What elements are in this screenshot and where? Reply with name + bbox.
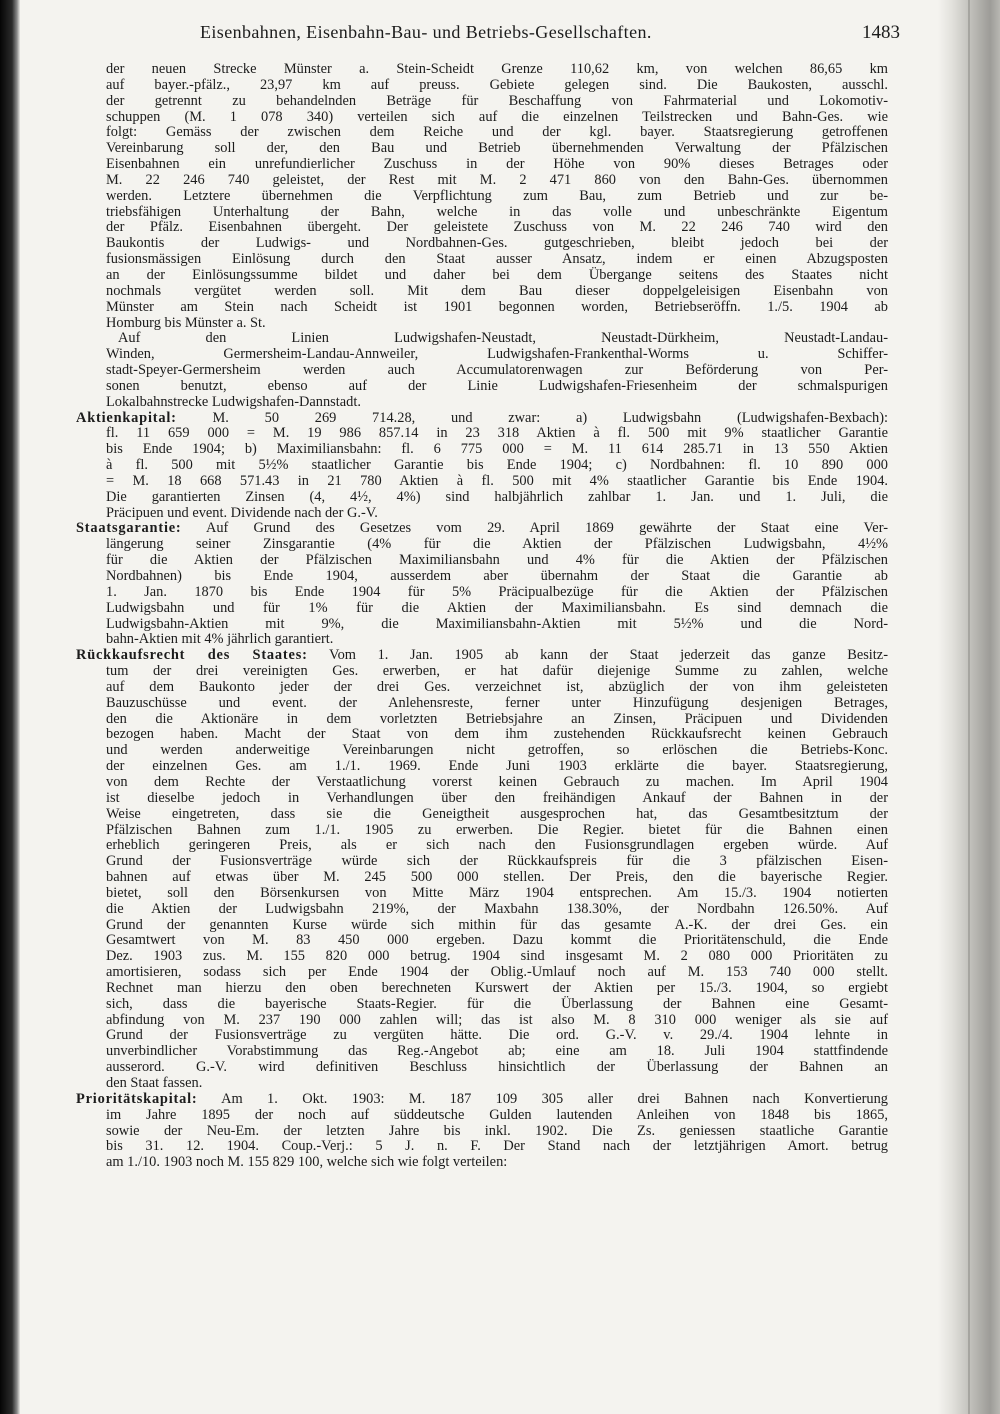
section-heading: Staatsgarantie: xyxy=(76,520,182,537)
text-line: ist dieselbe jedoch in Verhandlungen über den freihändigen Ankauf der Bahnen in der xyxy=(106,789,888,806)
text-line: von dem Rechte der Verstaatlichung vorerst keinen Gebrauch zu machen. Im April 1904 xyxy=(106,773,888,790)
heading-text: M. 50 269 714.28, und zwar: a) Ludwigsbahn (Ludwigshafen-Bexbach): xyxy=(176,409,888,426)
text-line: sowie der Neu-Em. der letzten Jahre bis inkl. 1902. Die Zs. geniessen staatliche Garantie xyxy=(106,1122,888,1139)
section-heading: Aktienkapital: xyxy=(76,409,177,426)
heading-text: Vom 1. Jan. 1905 ab kann der Staat jederzeit das ganze Besitz- xyxy=(307,647,888,664)
text-line: fusionsmässigen Einlösung durch den Staat ausser Ansatz, indem er einen Abzugsposten xyxy=(106,251,888,268)
text-line: Vereinbarung soll der, den Bau und Betrieb übernehmenden Verwaltung der Pfälzischen xyxy=(106,140,888,157)
text-line: Baukontis der Ludwigs- und Nordbahnen-Ges. gutgeschrieben, bleibt jedoch bei der xyxy=(106,235,888,252)
text-line: Winden, Germersheim-Landau-Annweiler, Ludwigshafen-Frankenthal-Worms u. Schiffer- xyxy=(106,346,888,363)
text-line: Rechnet man hierzu den oben berechneten Kurswert der Aktien per 15./3. 1904, so ergiebt xyxy=(106,979,888,996)
paragraph-heading xyxy=(76,411,888,522)
text-line: der getrennt zu behandelnden Beträge für Beschaffung von Fahrmaterial und Lokomotiv- xyxy=(106,92,888,109)
text-line xyxy=(76,648,888,664)
text-line: Gesamtwert von M. 83 450 000 ergeben. Dazu kommt die Prioritätenschuld, die Ende xyxy=(106,932,888,949)
text-line: bietet, soll den Börsenkursen von Mitte März 1904 entsprechen. Am 15./3. 1904 notierten xyxy=(106,884,888,901)
text-line: bahn-Aktien mit 4% jährlich garantiert. xyxy=(106,631,334,648)
text-line: Bauzuschüsse und event. der Anlehensreste, ferner unter Hinzufügung desjenigen Betrages, xyxy=(106,694,888,711)
text-line: an der Einlösungssumme bildet und daher bei dem Übergange seitens des Staates nicht xyxy=(106,266,888,283)
text-line: den die Aktionäre in dem vorletzten Betriebsjahre an Zinsen, Präcipuen und Dividenden xyxy=(106,710,888,727)
page-number: 1483 xyxy=(862,22,900,43)
text-line: Grund der genannten Kurse würde sich mithin für das gesamte A.-K. der drei Ges. ein xyxy=(106,916,888,933)
heading-text: Auf Grund des Gesetzes vom 29. April 1869 gewährte der Staat eine Ver- xyxy=(181,520,888,537)
text-line: tum der drei vereinigten Ges. erwerben, er hat dafür diejenige Summe zu zahlen, welche xyxy=(106,663,888,680)
text-line: der einzelnen Ges. am 1./1. 1969. Ende Juni 1903 erklärte die bayer. Staatsregierung, xyxy=(106,758,888,775)
text-line: bis Ende 1904; b) Maximiliansbahn: fl. 6 775 000 = M. 11 614 285.71 in 13 550 Aktien xyxy=(106,441,888,458)
text-line: Präcipuen und event. Dividende nach der G.-V. xyxy=(106,504,378,521)
text-line: folgt: Gemäss der zwischen dem Reiche und der kgl. bayer. Staatsregierung getroffenen xyxy=(106,124,888,141)
text-line: erheblich geringeren Preis, als er sich nach den Fusionsgrundlagen ergeben würde. Auf xyxy=(106,837,888,854)
text-line: sich, dass die bayerische Staats-Regier. für die Überlassung der Bahnen eine Gesamt- xyxy=(106,995,888,1012)
text-line: ausserord. G.-V. wird definitiven Beschluss hinsichtlich der Überlassung der Bahnen an xyxy=(106,1059,888,1076)
text-line: Auf den Linien Ludwigshafen-Neustadt, Neustadt-Dürkheim, Neustadt-Landau- xyxy=(118,330,888,347)
text-line: Dez. 1903 zus. M. 155 820 000 betrug. 1904 sind insgesamt M. 2 080 000 Prioritäten zu xyxy=(106,948,888,965)
text-line: schuppen (M. 1 078 340) verteilen sich auf die einzelnen Teilstrecken und Bahn-Ges. wie xyxy=(106,108,888,125)
text-line: auf dem Baukonto jeder der drei Ges. verzeichnet ist, abzüglich der von ihm geleisteten xyxy=(106,678,888,695)
text-line: der neuen Strecke Münster a. Stein-Scheidt Grenze 110,62 km, von welchen 86,65 km xyxy=(106,61,888,77)
text-line: Münster am Stein nach Scheidt ist 1901 begonnen worden, Betriebseröffn. 1./5. 1904 ab xyxy=(106,298,888,315)
text-line: werden. Letztere übernehmen die Verpflichtung zum Bau, zum Betrieb und zur be- xyxy=(106,187,888,204)
text-line: Nordbahnen) bis Ende 1904, ausserdem aber übernahm der Staat die Garantie ab xyxy=(106,568,888,584)
text-line: im Jahre 1895 der noch auf süddeutsche Gulden lautenden Anleihen von 1848 bis 1865, xyxy=(106,1106,888,1123)
text-line: der Pfälz. Eisenbahnen übergeht. Der geleistete Zuschuss von M. 22 246 740 wird den xyxy=(106,219,888,236)
text-line: bis 31. 12. 1904. Coup.-Verj.: 5 J. n. F. Der Stand nach der letztjährigen Amort. betrug xyxy=(106,1138,888,1155)
text-line: amortisieren, sodass sich per Ende 1904 der Oblig.-Umlauf noch auf M. 153 740 000 stellt. xyxy=(106,964,888,981)
text-line xyxy=(76,1092,888,1108)
section-heading: Prioritätskapital: xyxy=(76,1090,198,1107)
paragraph-indent xyxy=(76,331,888,410)
page-edge-line xyxy=(968,0,970,1414)
text-line: 1. Jan. 1870 bis Ende 1904 für 5% Präcipualbezüge für die Aktien der Pfälzischen xyxy=(106,583,888,600)
text-line: abfindung von M. 237 190 000 zahlen will; das ist also M. 8 310 000 weniger als sie auf xyxy=(106,1011,888,1028)
body-text xyxy=(76,62,888,1171)
paragraph-heading xyxy=(76,1092,888,1171)
text-line: am 1./10. 1903 noch M. 155 829 100, welche sich wie folgt verteilen: xyxy=(106,1154,508,1171)
text-line: auf bayer.-pfälz., 23,97 km auf preuss. Gebiete gelegen sind. Die Baukosten, ausschl. xyxy=(106,76,888,93)
text-line: Pfälzischen Bahnen zum 1./1. 1905 zu erwerben. Die Regier. bietet für die Bahnen einen xyxy=(106,821,888,838)
text-line: nochmals vergütet werden soll. Mit dem Bau dieser doppelgeleisigen Eisenbahn von xyxy=(106,282,888,299)
text-line: Lokalbahnstrecke Ludwigshafen-Dannstadt. xyxy=(106,393,361,410)
text-line: Homburg bis Münster a. St. xyxy=(106,314,266,331)
paragraph-heading xyxy=(76,521,888,648)
text-line: unverbindlicher Vorabstimmung das Reg.-Angebot ab; eine am 18. Juli 1904 stattfindende xyxy=(106,1043,888,1060)
text-line xyxy=(76,521,888,537)
text-line: längerung seiner Zinsgarantie (4% für die Aktien der Pfälzischen Ludwigsbahn, 4½% xyxy=(106,536,888,553)
text-line: den Staat fassen. xyxy=(106,1075,203,1091)
text-line: bahnen auf etwas über M. 245 500 000 stellen. Der Preis, den die bayerische Regier. xyxy=(106,869,888,886)
text-line: Grund der Fusionsverträge zu vergüten hätte. Die ord. G.-V. v. 29./4. 1904 lehnte in xyxy=(106,1027,888,1044)
paragraph-continuation xyxy=(76,62,888,331)
text-line: Ludwigsbahn-Aktien mit 9%, die Maximiliansbahn-Aktien mit 5½% und die Nord- xyxy=(106,615,888,632)
text-line: sonen benutzt, ebenso auf der Linie Ludwigshafen-Friesenheim der schmalspurigen xyxy=(106,377,888,394)
text-line: triebsfähigen Unterhaltung der Bahn, welche in das volle und unbeschränkte Eigentum xyxy=(106,203,888,220)
binding-shadow xyxy=(0,0,20,1414)
text-line xyxy=(76,411,888,427)
text-line: M. 22 246 740 geleistet, der Rest mit M. 2 471 860 von den Bahn-Ges. übernommen xyxy=(106,171,888,188)
text-line: Grund der Fusionsverträge würde sich der Rückkaufspreis für die 3 pfälzischen Eisen- xyxy=(106,853,888,870)
heading-text: Am 1. Okt. 1903: M. 187 109 305 aller drei Bahnen nach Konvertierung xyxy=(197,1090,888,1107)
text-line: bezogen haben. Macht der Staat von dem ihm zustehenden Rückkaufsrecht keinen Gebrauch xyxy=(106,726,888,743)
text-line: = M. 18 668 571.43 in 21 780 Aktien à fl. 500 mit 4% staatlicher Garantie bis Ende 1904. xyxy=(106,472,888,489)
text-line: stadt-Speyer-Germersheim werden auch Accumulatorenwagen zur Beförderung von Per- xyxy=(106,362,888,379)
text-line: à fl. 500 mit 5½% staatlicher Garantie bis Ende 1904; c) Nordbahnen: fl. 10 890 000 xyxy=(106,457,888,474)
text-line: Eisenbahnen ein unrefundierlicher Zuschuss in der Höhe von 90% dieses Betrages oder xyxy=(106,156,888,173)
section-heading: Rückkaufsrecht des Staates: xyxy=(76,647,308,664)
text-line: fl. 11 659 000 = M. 19 986 857.14 in 23 318 Aktien à fl. 500 mit 9% staatlicher Garantie xyxy=(106,425,888,442)
paragraph-heading xyxy=(76,648,888,1092)
text-line: und werden anderweitige Vereinbarungen nicht getroffen, so erlöschen die Betriebs-Konc. xyxy=(106,742,888,759)
text-line: Ludwigsbahn und für 1% für die Aktien der Maximiliansbahn. Es sind demnach die xyxy=(106,599,888,616)
text-line: für die Aktien der Pfälzischen Maximiliansbahn und 4% für die Aktien der Pfälzischen xyxy=(106,552,888,569)
running-title: Eisenbahnen, Eisenbahn-Bau- und Betriebs-Gesellschaften. xyxy=(200,22,652,42)
text-line: die Aktien der Ludwigsbahn 219%, der Maxbahn 138.30%, der Nordbahn 126.50%. Auf xyxy=(106,900,888,917)
text-line: Die garantierten Zinsen (4, 4½, 4%) sind halbjährlich zahlbar 1. Jan. und 1. Juli, die xyxy=(106,488,888,505)
page-header xyxy=(100,20,900,50)
text-line: Weise eingetreten, dass sie die Geneigtheit ausgesprochen hat, das Gesamtbesitztum der xyxy=(106,805,888,822)
